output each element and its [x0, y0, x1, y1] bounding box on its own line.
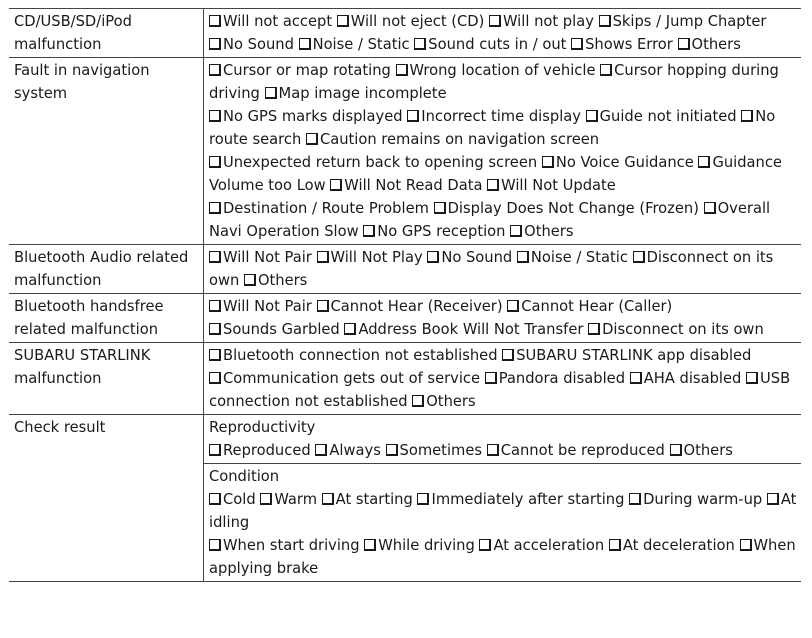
section-label: Check result: [9, 415, 204, 582]
option-label: Disconnect on its own: [209, 249, 774, 289]
checkbox-icon[interactable]: [479, 539, 491, 551]
checkbox-icon[interactable]: [542, 156, 554, 168]
option-label: Address Book Will Not Transfer: [358, 321, 584, 338]
section-label: Bluetooth Audio related malfunction: [9, 245, 204, 294]
checkbox-icon[interactable]: [571, 38, 583, 50]
option-line: [209, 318, 797, 341]
check-result-row: [9, 415, 801, 464]
option-line: [209, 33, 797, 56]
option-label: No GPS marks displayed: [223, 108, 403, 125]
option-label: Map image incomplete: [278, 85, 447, 102]
option-line: [209, 59, 797, 105]
section-options: [204, 9, 802, 58]
option-label: At starting: [335, 491, 413, 508]
option-label: Pandora disabled: [498, 370, 626, 387]
option-line: [209, 367, 797, 413]
malfunction-checklist-table: [9, 8, 801, 582]
section-row: [9, 9, 801, 58]
checkbox-icon[interactable]: [209, 156, 221, 168]
section-row: [9, 294, 801, 343]
checkbox-icon[interactable]: [209, 444, 221, 456]
checkbox-icon[interactable]: [510, 225, 522, 237]
option-line: [209, 488, 797, 534]
option-label: Will Not Read Data: [344, 177, 483, 194]
option-label: Others: [524, 223, 574, 240]
option-label: Noise / Static: [312, 36, 410, 53]
option-label: During warm-up: [643, 491, 763, 508]
section-label: SUBARU STARLINK malfunction: [9, 343, 204, 415]
checkbox-icon[interactable]: [740, 539, 752, 551]
option-line: [209, 197, 797, 243]
checkbox-icon[interactable]: [260, 493, 272, 505]
option-label: At idling: [209, 491, 797, 531]
option-label: Will Not Pair: [223, 298, 312, 315]
option-label: Display Does Not Change (Frozen): [447, 200, 699, 217]
checkbox-icon[interactable]: [670, 444, 682, 456]
checkbox-icon[interactable]: [386, 444, 398, 456]
checkbox-icon[interactable]: [209, 64, 221, 76]
option-label: No GPS reception: [377, 223, 506, 240]
option-label: Will not accept: [223, 13, 333, 30]
option-label: Communication gets out of service: [223, 370, 481, 387]
checkbox-icon[interactable]: [704, 202, 716, 214]
option-label: Sounds Garbled: [223, 321, 340, 338]
option-label: Will Not Update: [501, 177, 616, 194]
checkbox-icon[interactable]: [265, 87, 277, 99]
option-label: Bluetooth connection not established: [223, 347, 498, 364]
section-options: [204, 415, 802, 464]
option-line: [209, 295, 797, 318]
option-label: Warm: [274, 491, 317, 508]
option-label: Skips / Jump Chapter: [612, 13, 767, 30]
checkbox-icon[interactable]: [414, 38, 426, 50]
option-label: No route search: [209, 108, 776, 148]
section-label: CD/USB/SD/iPod malfunction: [9, 9, 204, 58]
checkbox-icon[interactable]: [489, 15, 501, 27]
checkbox-icon[interactable]: [412, 395, 424, 407]
checkbox-icon[interactable]: [633, 251, 645, 263]
checkbox-icon[interactable]: [244, 274, 256, 286]
checklist-body: [9, 9, 801, 582]
option-label: Cannot be reproduced: [500, 442, 665, 459]
section-options: [204, 58, 802, 245]
checkbox-icon[interactable]: [599, 15, 611, 27]
option-label: Shows Error: [585, 36, 673, 53]
checkbox-icon[interactable]: [767, 493, 779, 505]
option-label: Noise / Static: [530, 249, 628, 266]
option-label: At acceleration: [493, 537, 605, 554]
option-label: Cursor hopping during driving: [209, 62, 779, 102]
checkbox-icon[interactable]: [629, 493, 641, 505]
option-line: [209, 246, 797, 292]
checkbox-icon[interactable]: [487, 444, 499, 456]
option-label: AHA disabled: [643, 370, 742, 387]
checkbox-icon[interactable]: [487, 179, 499, 191]
checkbox-icon[interactable]: [417, 493, 429, 505]
checkbox-icon[interactable]: [507, 300, 519, 312]
option-label: USB connection not established: [209, 370, 791, 410]
section-label: Fault in navigation system: [9, 58, 204, 245]
section-row: [9, 58, 801, 245]
checkbox-icon[interactable]: [698, 156, 710, 168]
option-label: Cold: [223, 491, 256, 508]
checkbox-icon[interactable]: [588, 323, 600, 335]
option-label: Cursor or map rotating: [223, 62, 391, 79]
checkbox-icon[interactable]: [209, 38, 221, 50]
section-options: [204, 294, 802, 343]
option-label: Reproduced: [223, 442, 311, 459]
checkbox-icon[interactable]: [364, 539, 376, 551]
checkbox-icon[interactable]: [209, 323, 221, 335]
option-line: [209, 105, 797, 151]
section-row: [9, 245, 801, 294]
checkbox-icon[interactable]: [299, 38, 311, 50]
checkbox-icon[interactable]: [306, 133, 318, 145]
option-label: Will Not Pair: [223, 249, 312, 266]
section-options: [204, 343, 802, 415]
option-label: Others: [426, 393, 476, 410]
section-label: Bluetooth handsfree related malfunction: [9, 294, 204, 343]
checkbox-icon[interactable]: [209, 300, 221, 312]
checkbox-icon[interactable]: [678, 38, 690, 50]
option-label: No Voice Guidance: [555, 154, 694, 171]
section-options: [204, 464, 802, 582]
option-label: When start driving: [223, 537, 360, 554]
option-line: [209, 10, 797, 33]
checkbox-icon[interactable]: [330, 179, 342, 191]
checkbox-icon[interactable]: [485, 372, 497, 384]
option-label: SUBARU STARLINK app disabled: [516, 347, 752, 364]
option-label: Others: [691, 36, 741, 53]
checkbox-icon[interactable]: [746, 372, 758, 384]
option-label: Will Not Play: [330, 249, 423, 266]
option-label: Sometimes: [399, 442, 483, 459]
checkbox-icon[interactable]: [427, 251, 439, 263]
option-line: [209, 344, 797, 367]
checkbox-icon[interactable]: [600, 64, 612, 76]
checkbox-icon[interactable]: [630, 372, 642, 384]
option-label: Destination / Route Problem: [223, 200, 429, 217]
checkbox-icon[interactable]: [317, 300, 329, 312]
option-label: Overall Navi Operation Slow: [209, 200, 771, 240]
option-label: When applying brake: [209, 537, 796, 577]
checkbox-icon[interactable]: [344, 323, 356, 335]
checkbox-icon[interactable]: [209, 15, 221, 27]
checkbox-icon[interactable]: [363, 225, 375, 237]
checkbox-icon[interactable]: [609, 539, 621, 551]
option-label: Others: [683, 442, 733, 459]
subsection-heading: Reproductivity: [209, 419, 316, 436]
subsection-heading: Condition: [209, 468, 280, 485]
checkbox-icon[interactable]: [586, 110, 598, 122]
checkbox-icon[interactable]: [407, 110, 419, 122]
checkbox-icon[interactable]: [396, 64, 408, 76]
checkbox-icon[interactable]: [317, 251, 329, 263]
option-label: Always: [329, 442, 381, 459]
option-label: Others: [257, 272, 308, 289]
section-options: [204, 245, 802, 294]
checkbox-icon[interactable]: [209, 349, 221, 361]
option-label: Disconnect on its own: [602, 321, 764, 338]
option-label: Cannot Hear (Caller): [521, 298, 673, 315]
option-label: Guide not initiated: [599, 108, 737, 125]
option-label: Will not play: [502, 13, 594, 30]
option-line: [209, 534, 797, 580]
option-line: [209, 151, 797, 197]
checkbox-icon[interactable]: [337, 15, 349, 27]
option-label: At deceleration: [622, 537, 735, 554]
option-label: While driving: [378, 537, 475, 554]
checkbox-icon[interactable]: [209, 539, 221, 551]
checkbox-icon[interactable]: [209, 493, 221, 505]
option-label: Incorrect time display: [421, 108, 581, 125]
option-label: Sound cuts in / out: [428, 36, 567, 53]
option-label: Caution remains on navigation screen: [319, 131, 600, 148]
option-label: Unexpected return back to opening screen: [223, 154, 538, 171]
option-label: Will not eject (CD): [350, 13, 485, 30]
checkbox-icon[interactable]: [434, 202, 446, 214]
option-line: [209, 439, 797, 462]
option-label: Guidance Volume too Low: [209, 154, 782, 194]
checkbox-icon[interactable]: [502, 349, 514, 361]
checkbox-icon[interactable]: [209, 372, 221, 384]
option-label: No Sound: [441, 249, 513, 266]
option-label: No Sound: [223, 36, 294, 53]
option-label: Immediately after starting: [431, 491, 625, 508]
checkbox-icon[interactable]: [209, 202, 221, 214]
option-label: Cannot Hear (Receiver): [330, 298, 503, 315]
checkbox-icon[interactable]: [741, 110, 753, 122]
checkbox-icon[interactable]: [209, 110, 221, 122]
section-row: [9, 343, 801, 415]
checkbox-icon[interactable]: [322, 493, 334, 505]
option-label: Wrong location of vehicle: [409, 62, 596, 79]
checkbox-icon[interactable]: [315, 444, 327, 456]
checkbox-icon[interactable]: [517, 251, 529, 263]
checkbox-icon[interactable]: [209, 251, 221, 263]
